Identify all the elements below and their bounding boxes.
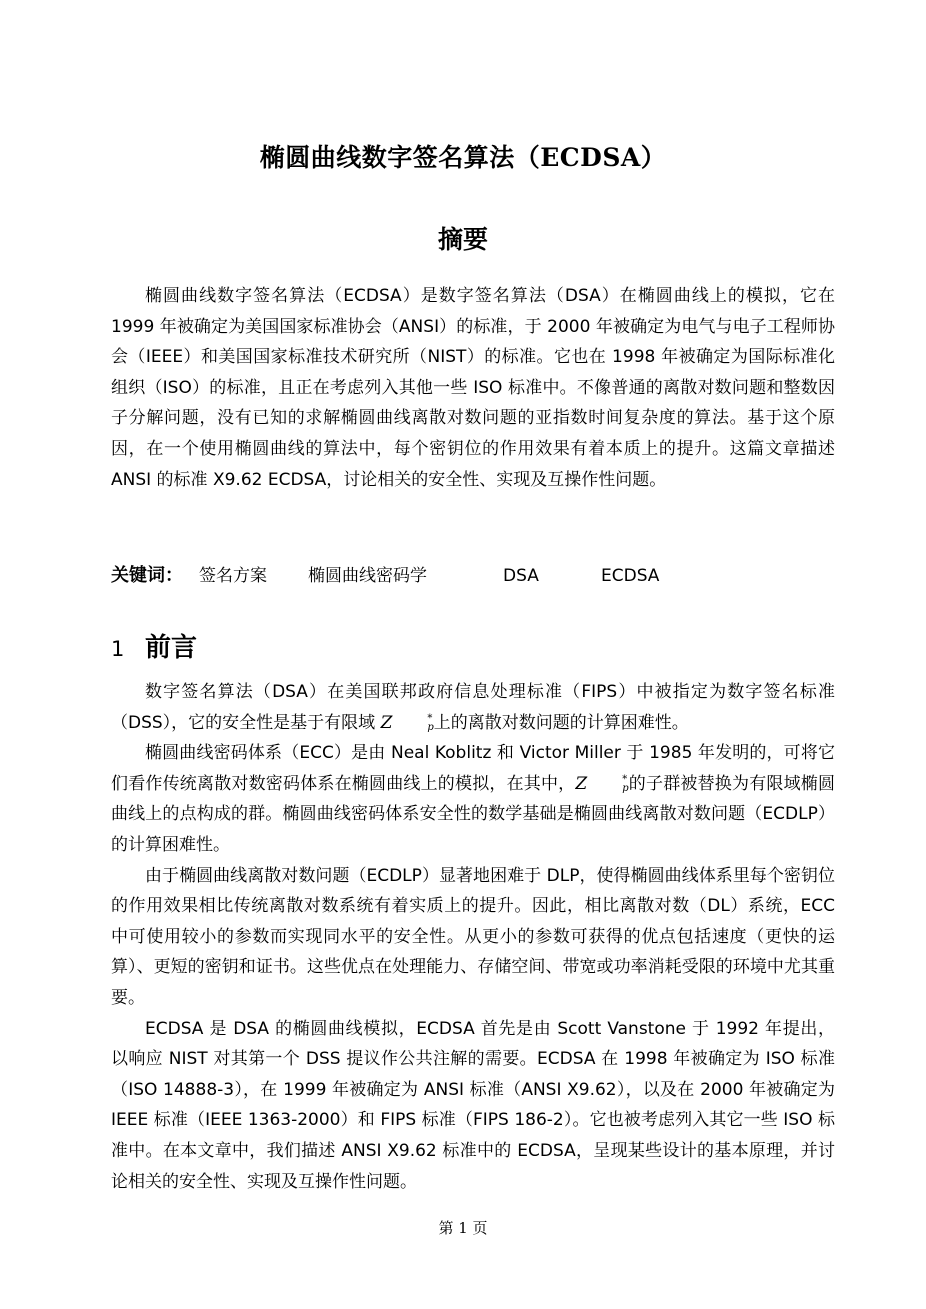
keyword-item: 签名方案 [199, 566, 267, 586]
intro-paragraph-1: 数字签名算法（DSA）在美国联邦政府信息处理标准（FIPS）中被指定为数字签名标准（DSS），它的安全性是基于有限域 Z * p 上的离散对数问题的计算困难性。 [111, 682, 835, 733]
section-heading [111, 628, 197, 668]
keyword-item: DSA [503, 566, 539, 586]
page-number-footer: 第 1 页 [438, 1219, 488, 1237]
introduction-body [111, 677, 835, 1197]
math-zp-star: Z * p [575, 773, 629, 794]
abstract-block [111, 281, 835, 495]
abstract-heading: 摘要 [437, 225, 488, 254]
keyword-item: 椭圆曲线密码学 [308, 566, 427, 586]
section-title: 前言 [145, 633, 198, 663]
keywords-label: 关键词： [111, 565, 183, 586]
math-zp-star: Z * p [380, 712, 434, 733]
intro-paragraph-3: 由于椭圆曲线离散对数问题（ECDLP）显著地困难于 DLP，使得椭圆曲线体系里每个密钥位的作用效果相比传统离散对数系统有着实质上的提升。因此，相比离散对数（DL）系统，ECC 中可使用较小的参数而实现同水平的安全性。从更小的参数可获得的优点包括速度（更快的运算）、更短的密钥和证书。这些优点在处理能力、存储空间、带宽或功率消耗受限的环境中尤其重要。 [111, 865, 835, 1008]
intro-paragraph-2: 椭圆曲线密码体系（ECC）是由 Neal Koblitz 和 Victor Miller 于 1985 年发明的，可将它们看作传统离散对数密码体系在椭圆曲线上的模拟，在其中，Z * p 的子群被替换为有限域椭圆曲线上的点构成的群。椭圆曲线密码体系安全性的数学基础是椭圆曲线离散对数问题（ECDLP）的计算困难性。 [111, 743, 836, 855]
abstract-paragraph: 椭圆曲线数字签名算法（ECDSA）是数字签名算法（DSA）在椭圆曲线上的模拟，它在 1999 年被确定为美国国家标准协会（ANSI）的标准，于 2000 年被确定为电气与电子工程师协会（IEEE）和美国国家标准技术研究所（NIST）的标准。它也在 1998 年被确定为国际标准化组织（ISO）的标准，且正在考虑列入其他一些 ISO 标准中。不像普通的离散对数问题和整数因子分解问题，没有已知的求解椭圆曲线离散对数问题的亚指数时间复杂度的算法。基于这个原因，在一个使用椭圆曲线的算法中，每个密钥位的作用效果有着本质上的提升。这篇文章描述 ANSI 的标准 X9.62 ECDSA，讨论相关的安全性、实现及互操作性问题。 [111, 286, 835, 490]
section-number: 1 [111, 637, 125, 661]
keywords-line [111, 561, 835, 591]
intro-paragraph-4: ECDSA 是 DSA 的椭圆曲线模拟，ECDSA 首先是由 Scott Vanstone 于 1992 年提出，以响应 NIST 对其第一个 DSS 提议作公共注解的需要。ECDSA 在 1998 年被确定为 ISO 标准（ISO 14888-3），在 1999 年被确定为 ANSI 标准（ANSI X9.62），以及在 2000 年被确定为 IEEE 标准（IEEE 1363-2000）和 FIPS 标准（FIPS 186-2）。它也被考虑列入其它一些 ISO 标准中。在本文章中，我们描述 ANSI X9.62 标准中的 ECDSA，呈现某些设计的基本原理，并讨论相关的安全性、实现及互操作性问题。 [111, 1018, 835, 1192]
paper-title: 椭圆曲线数字签名算法（ECDSA） [259, 143, 667, 172]
keyword-item: ECDSA [601, 566, 660, 586]
